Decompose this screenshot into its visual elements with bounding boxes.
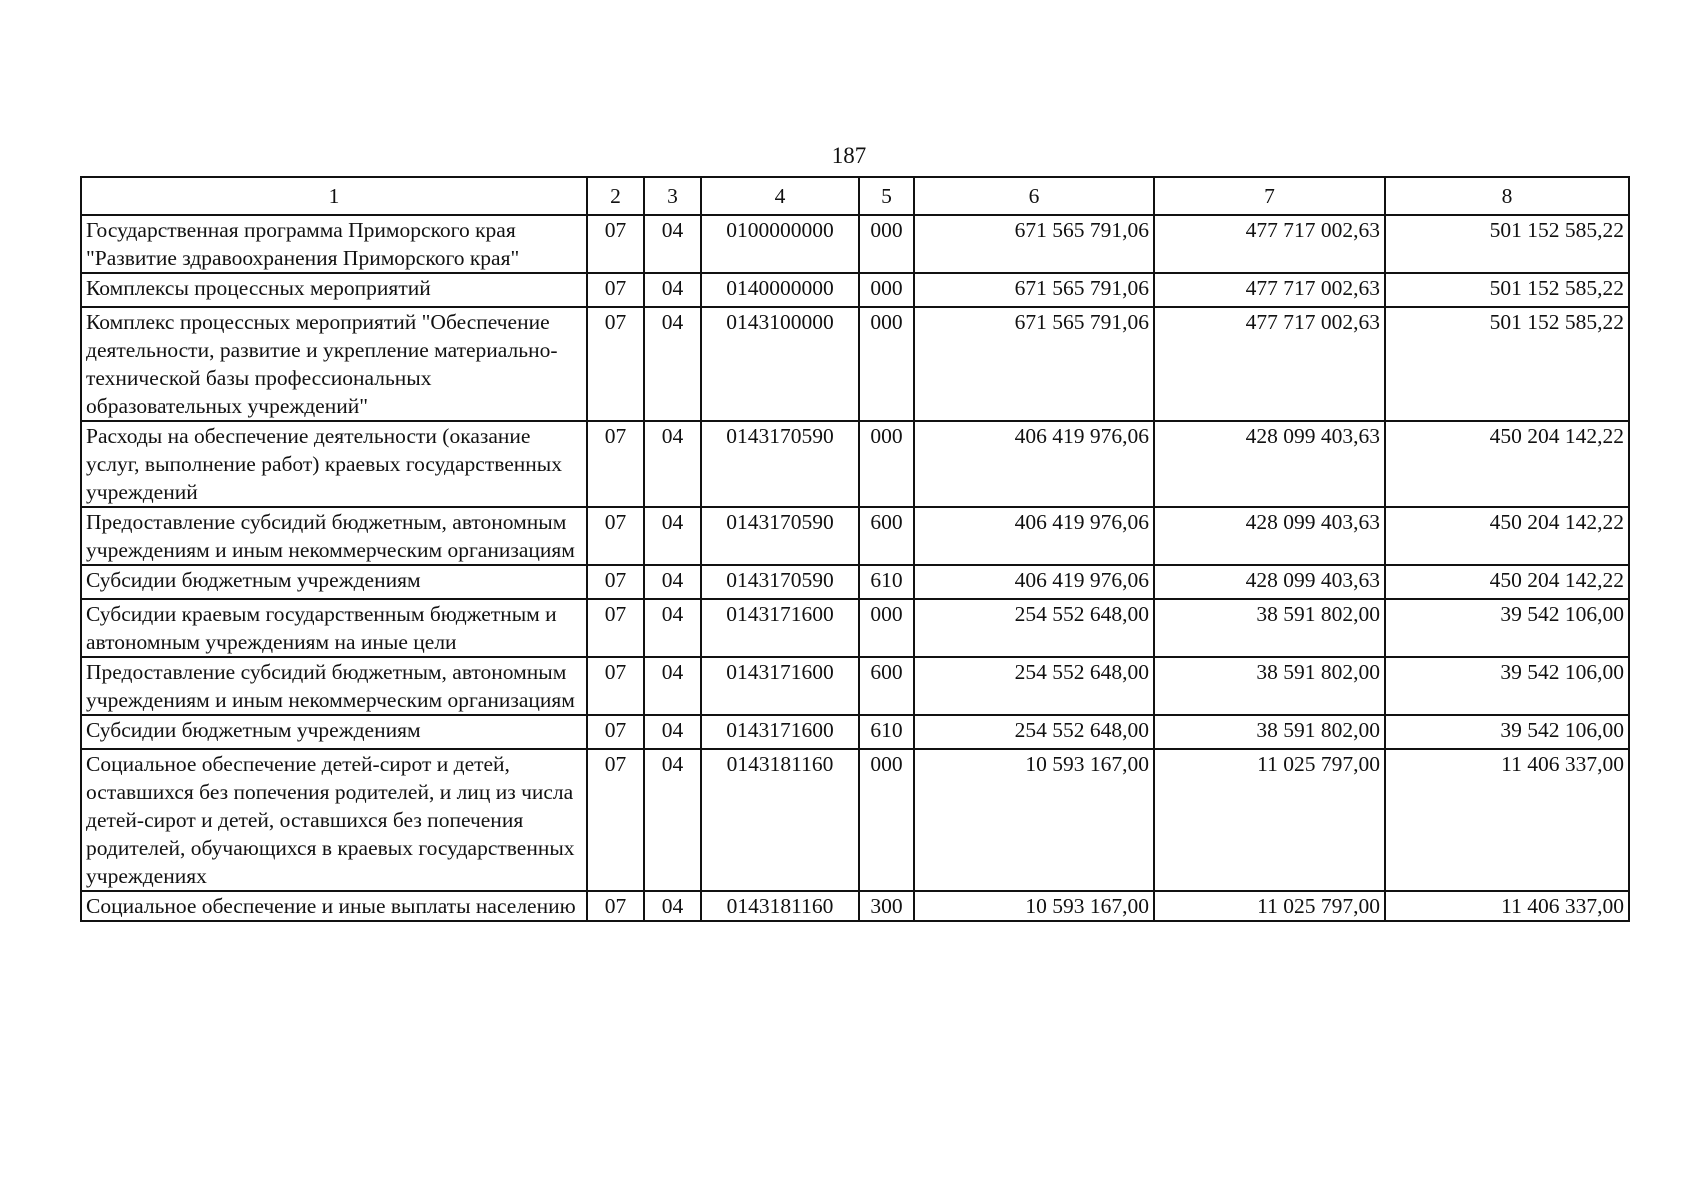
table-row: [81, 273, 1629, 307]
amount-col-6: 671 565 791,06: [914, 307, 1154, 421]
amount-col-8: 501 152 585,22: [1385, 215, 1629, 273]
row-name: Комплексы процессных мероприятий: [81, 273, 587, 307]
amount-col-6: 10 593 167,00: [914, 749, 1154, 891]
subsection-code: 04: [644, 307, 701, 421]
expense-type-code: 000: [859, 307, 914, 421]
amount-col-6: 406 419 976,06: [914, 507, 1154, 565]
amount-col-7: 11 025 797,00: [1154, 891, 1385, 921]
amount-col-8: 450 204 142,22: [1385, 507, 1629, 565]
amount-col-7: 11 025 797,00: [1154, 749, 1385, 891]
table-row: [81, 507, 1629, 565]
target-article-code: 0143171600: [701, 599, 859, 657]
row-name: Комплекс процессных мероприятий "Обеспечение деятельности, развитие и укрепление материально-технической базы профессиональных образовательных учреждений": [81, 307, 587, 421]
row-name: Субсидии краевым государственным бюджетным и автономным учреждениям на иные цели: [81, 599, 587, 657]
subsection-code: 04: [644, 421, 701, 507]
amount-col-8: 501 152 585,22: [1385, 273, 1629, 307]
table-row: [81, 565, 1629, 599]
table-row: [81, 215, 1629, 273]
subsection-code: 04: [644, 715, 701, 749]
subsection-code: 04: [644, 599, 701, 657]
table-row: [81, 657, 1629, 715]
amount-col-6: 254 552 648,00: [914, 599, 1154, 657]
section-code: 07: [587, 273, 644, 307]
target-article-code: 0140000000: [701, 273, 859, 307]
section-code: 07: [587, 891, 644, 921]
expense-type-code: 000: [859, 421, 914, 507]
section-code: 07: [587, 215, 644, 273]
target-article-code: 0143170590: [701, 507, 859, 565]
row-name: Государственная программа Приморского края "Развитие здравоохранения Приморского края": [81, 215, 587, 273]
amount-col-7: 428 099 403,63: [1154, 507, 1385, 565]
expense-type-code: 000: [859, 215, 914, 273]
section-code: 07: [587, 507, 644, 565]
subsection-code: 04: [644, 565, 701, 599]
amount-col-7: 477 717 002,63: [1154, 215, 1385, 273]
subsection-code: 04: [644, 891, 701, 921]
subsection-code: 04: [644, 749, 701, 891]
column-header: 6: [914, 177, 1154, 215]
amount-col-8: 11 406 337,00: [1385, 749, 1629, 891]
amount-col-8: 450 204 142,22: [1385, 565, 1629, 599]
column-header: 3: [644, 177, 701, 215]
column-header: 1: [81, 177, 587, 215]
expense-type-code: 300: [859, 891, 914, 921]
amount-col-8: 450 204 142,22: [1385, 421, 1629, 507]
amount-col-8: 11 406 337,00: [1385, 891, 1629, 921]
section-code: 07: [587, 749, 644, 891]
amount-col-6: 406 419 976,06: [914, 565, 1154, 599]
amount-col-6: 10 593 167,00: [914, 891, 1154, 921]
amount-col-6: 671 565 791,06: [914, 273, 1154, 307]
target-article-code: 0143181160: [701, 749, 859, 891]
amount-col-6: 671 565 791,06: [914, 215, 1154, 273]
expense-type-code: 000: [859, 273, 914, 307]
row-name: Предоставление субсидий бюджетным, автономным учреждениям и иным некоммерческим организациям: [81, 507, 587, 565]
table-row: [81, 307, 1629, 421]
section-code: 07: [587, 307, 644, 421]
table-row: [81, 599, 1629, 657]
table-header-row: [81, 177, 1629, 215]
row-name: Субсидии бюджетным учреждениям: [81, 715, 587, 749]
section-code: 07: [587, 657, 644, 715]
subsection-code: 04: [644, 507, 701, 565]
target-article-code: 0100000000: [701, 215, 859, 273]
amount-col-7: 38 591 802,00: [1154, 715, 1385, 749]
amount-col-7: 38 591 802,00: [1154, 657, 1385, 715]
table-row: [81, 749, 1629, 891]
expense-type-code: 000: [859, 749, 914, 891]
amount-col-7: 428 099 403,63: [1154, 421, 1385, 507]
table-row: [81, 421, 1629, 507]
amount-col-8: 39 542 106,00: [1385, 599, 1629, 657]
target-article-code: 0143171600: [701, 657, 859, 715]
section-code: 07: [587, 599, 644, 657]
expense-type-code: 600: [859, 507, 914, 565]
target-article-code: 0143181160: [701, 891, 859, 921]
row-name: Социальное обеспечение детей-сирот и детей, оставшихся без попечения родителей, и лиц из числа детей-сирот и детей, оставшихся без попечения родителей, обучающихся в краевых государственных учреждениях: [81, 749, 587, 891]
expense-type-code: 600: [859, 657, 914, 715]
target-article-code: 0143170590: [701, 421, 859, 507]
amount-col-6: 254 552 648,00: [914, 657, 1154, 715]
subsection-code: 04: [644, 215, 701, 273]
row-name: Предоставление субсидий бюджетным, автономным учреждениям и иным некоммерческим организациям: [81, 657, 587, 715]
target-article-code: 0143170590: [701, 565, 859, 599]
amount-col-8: 39 542 106,00: [1385, 657, 1629, 715]
amount-col-7: 38 591 802,00: [1154, 599, 1385, 657]
row-name: Социальное обеспечение и иные выплаты населению: [81, 891, 587, 921]
column-header: 5: [859, 177, 914, 215]
target-article-code: 0143171600: [701, 715, 859, 749]
amount-col-6: 406 419 976,06: [914, 421, 1154, 507]
row-name: Субсидии бюджетным учреждениям: [81, 565, 587, 599]
column-header: 4: [701, 177, 859, 215]
amount-col-8: 501 152 585,22: [1385, 307, 1629, 421]
amount-col-7: 428 099 403,63: [1154, 565, 1385, 599]
column-header: 7: [1154, 177, 1385, 215]
expense-type-code: 610: [859, 715, 914, 749]
amount-col-7: 477 717 002,63: [1154, 273, 1385, 307]
budget-table: [80, 176, 1630, 922]
table-row: [81, 891, 1629, 921]
row-name: Расходы на обеспечение деятельности (оказание услуг, выполнение работ) краевых государственных учреждений: [81, 421, 587, 507]
table-row: [81, 715, 1629, 749]
subsection-code: 04: [644, 273, 701, 307]
expense-type-code: 610: [859, 565, 914, 599]
section-code: 07: [587, 715, 644, 749]
column-header: 8: [1385, 177, 1629, 215]
section-code: 07: [587, 565, 644, 599]
column-header: 2: [587, 177, 644, 215]
amount-col-6: 254 552 648,00: [914, 715, 1154, 749]
expense-type-code: 000: [859, 599, 914, 657]
amount-col-7: 477 717 002,63: [1154, 307, 1385, 421]
amount-col-8: 39 542 106,00: [1385, 715, 1629, 749]
page-number: 187: [831, 143, 867, 168]
subsection-code: 04: [644, 657, 701, 715]
target-article-code: 0143100000: [701, 307, 859, 421]
section-code: 07: [587, 421, 644, 507]
